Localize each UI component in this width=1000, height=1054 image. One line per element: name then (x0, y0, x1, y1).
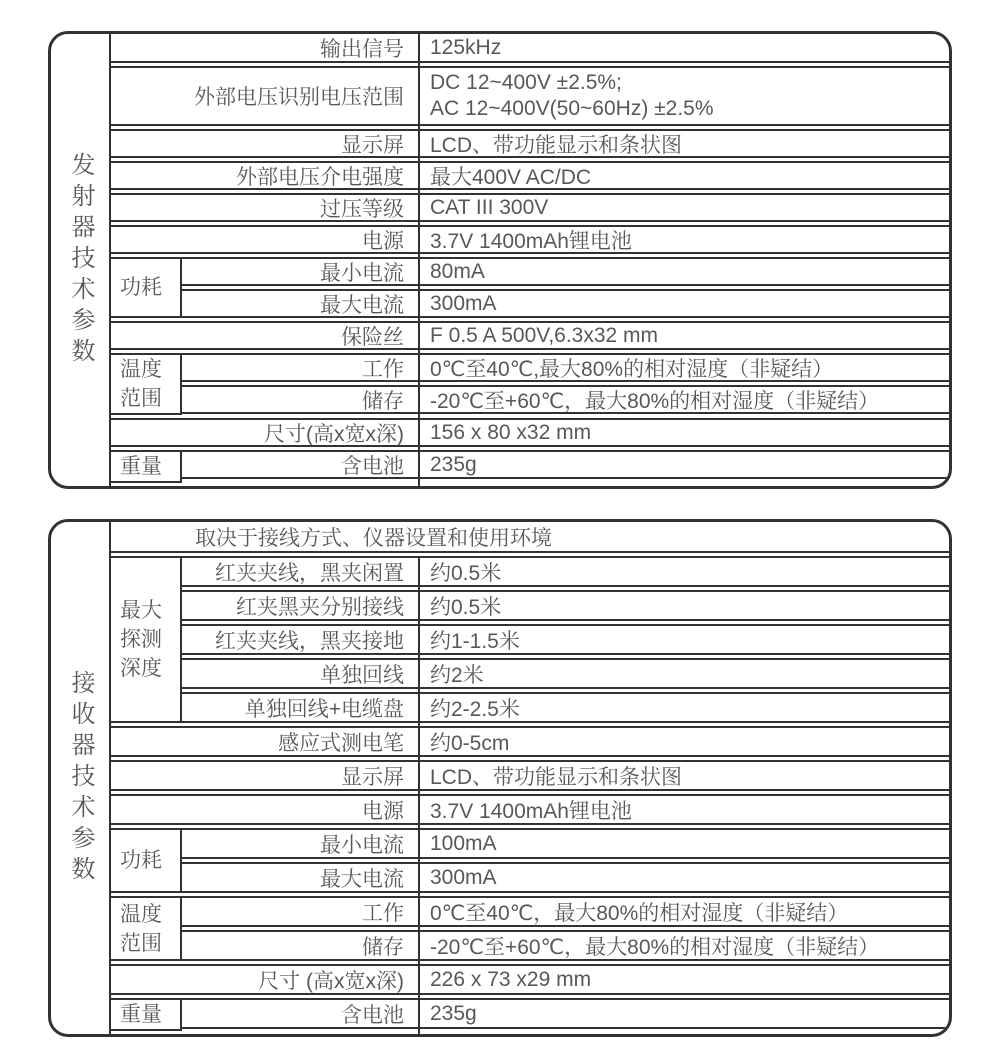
full-span-note: 取决于接线方式、仪器设置和使用环境 (195, 526, 552, 550)
transmitter-spec-table (48, 31, 952, 489)
row-value: 约0-5cm (430, 731, 510, 755)
row-label: 过压等级 (320, 197, 404, 221)
spec-row (111, 964, 949, 995)
full-span-row (111, 522, 949, 553)
row-label: 储存 (362, 389, 404, 413)
row-value: LCD、带功能显示和条状图 (430, 133, 683, 157)
group-label-line: 深度 (120, 657, 162, 680)
row-label: 工作 (362, 901, 404, 925)
sub-rows (182, 896, 949, 961)
row-label: 最大电流 (320, 293, 404, 317)
spec-row (111, 129, 949, 158)
group-label (111, 998, 182, 1031)
group-label-line: 最大 (120, 599, 162, 622)
row-label: 尺寸(高x宽x深) (264, 422, 404, 446)
row-label: 感应式测电笔 (278, 731, 404, 755)
sub-row (182, 862, 949, 893)
row-label: 最小电流 (320, 833, 404, 857)
row-label: 显示屏 (341, 133, 404, 157)
group-label (111, 353, 182, 415)
sub-row (182, 257, 949, 286)
group-label (111, 556, 182, 723)
row-value: 约0.5米 (430, 561, 502, 585)
side-label: 发射器技术参数 (51, 34, 111, 486)
row-label: 显示屏 (341, 765, 404, 789)
group-label (111, 896, 182, 961)
spec-row-group (111, 353, 949, 415)
row-value: 最大400V AC/DC (430, 165, 592, 189)
row-value: 125kHz (430, 35, 502, 59)
group-label-line: 功耗 (120, 849, 162, 872)
spec-row (111, 321, 949, 350)
spec-row-group (111, 556, 949, 723)
row-value: 3.7V 1400mAh锂电池 (430, 799, 632, 823)
row-value: 100mA (430, 831, 497, 855)
sub-row (182, 556, 949, 587)
spec-row-group (111, 450, 949, 483)
sub-row (182, 828, 949, 859)
sub-row (182, 998, 949, 1029)
group-label-line: 功耗 (120, 276, 162, 299)
spec-row (111, 66, 949, 126)
spec-row-group (111, 257, 949, 318)
sub-row (182, 385, 949, 414)
row-value: 约2米 (430, 663, 484, 687)
rows-area (111, 522, 949, 1034)
spec-row (111, 726, 949, 757)
row-value: 300mA (430, 291, 497, 315)
group-label-line: 探测 (120, 628, 162, 651)
row-value: 300mA (430, 865, 497, 889)
group-label-line: 范围 (120, 387, 162, 410)
spec-tables-container (0, 31, 1000, 1037)
group-label-line: 范围 (120, 931, 162, 955)
row-value: 156 x 80 x32 mm (430, 420, 592, 444)
row-value: 3.7V 1400mAh锂电池 (430, 229, 632, 253)
spec-row-group (111, 998, 949, 1031)
group-label-line: 温度 (120, 902, 162, 926)
row-value (418, 68, 949, 124)
row-value: 226 x 73 x29 mm (430, 967, 592, 991)
group-label (111, 257, 182, 318)
sub-row (182, 353, 949, 382)
row-label: 工作 (362, 357, 404, 381)
value-line: AC 12~400V(50~60Hz) ±2.5% (430, 97, 714, 120)
row-label: 保险丝 (341, 325, 404, 349)
sub-rows (182, 257, 949, 318)
row-value: -20℃至+60℃，最大80%的相对湿度（非疑结） (430, 935, 880, 959)
side-label: 接收器技术参数 (51, 522, 111, 1034)
group-label-line: 重量 (120, 1003, 162, 1026)
sub-row (182, 896, 949, 927)
row-label: 最小电流 (320, 261, 404, 285)
sub-rows (182, 998, 949, 1031)
spec-row (111, 760, 949, 791)
spec-row-group (111, 896, 949, 961)
sub-rows (182, 450, 949, 483)
spec-row (111, 34, 949, 63)
sub-rows (182, 556, 949, 723)
sub-row (182, 658, 949, 689)
sub-row (182, 450, 949, 479)
row-value: LCD、带功能显示和条状图 (430, 765, 683, 789)
row-label: 单独回线+电缆盘 (244, 697, 404, 721)
column-divider (418, 556, 420, 1034)
sub-rows (182, 353, 949, 415)
spec-row (111, 161, 949, 190)
row-label: 外部电压介电强度 (236, 165, 404, 189)
value-line: DC 12~400V ±2.5%; (430, 71, 622, 94)
sub-rows (182, 828, 949, 893)
row-value: -20℃至+60℃，最大80%的相对湿度（非疑结） (430, 389, 880, 413)
rows-area (111, 34, 949, 486)
sub-row (182, 692, 949, 723)
row-value: 80mA (430, 259, 485, 283)
row-label: 含电池 (341, 454, 404, 478)
row-label: 最大电流 (320, 867, 404, 891)
row-label: 含电池 (341, 1003, 404, 1027)
group-label (111, 828, 182, 893)
row-label: 红夹黑夹分别接线 (236, 595, 404, 619)
row-value: 约1-1.5米 (430, 629, 520, 653)
row-label: 电源 (362, 799, 404, 823)
row-value: F 0.5 A 500V,6.3x32 mm (430, 323, 659, 347)
sub-row (182, 930, 949, 961)
sub-row (182, 289, 949, 318)
row-label: 电源 (362, 229, 404, 253)
row-label: 红夹夹线，黑夹接地 (215, 629, 404, 653)
spec-row-group (111, 828, 949, 893)
spec-row (111, 418, 949, 447)
row-label: 红夹夹线，黑夹闲置 (215, 561, 404, 585)
receiver-spec-table (48, 519, 952, 1037)
row-value: 0℃至40℃，最大80%的相对湿度（非疑结） (430, 901, 849, 925)
row-label: 尺寸 (高x宽x深) (258, 969, 404, 993)
group-label-line: 重量 (120, 455, 162, 478)
spec-row (111, 225, 949, 254)
spec-row (111, 193, 949, 222)
row-value: CAT III 300V (430, 195, 549, 219)
row-label: 外部电压识别电压范围 (194, 86, 404, 109)
column-divider (418, 34, 420, 486)
group-label (111, 450, 182, 483)
row-label: 储存 (362, 935, 404, 959)
sub-row (182, 590, 949, 621)
row-value: 约0.5米 (430, 595, 502, 619)
sub-row (182, 624, 949, 655)
row-value: 约2-2.5米 (430, 697, 520, 721)
spec-row (111, 794, 949, 825)
row-value: 235g (430, 452, 477, 476)
row-value: 0℃至40℃,最大80%的相对湿度（非疑结） (430, 357, 834, 381)
row-label: 输出信号 (320, 37, 404, 61)
group-label-line: 温度 (120, 358, 162, 381)
row-value: 235g (430, 1001, 477, 1025)
row-label: 单独回线 (320, 663, 404, 687)
